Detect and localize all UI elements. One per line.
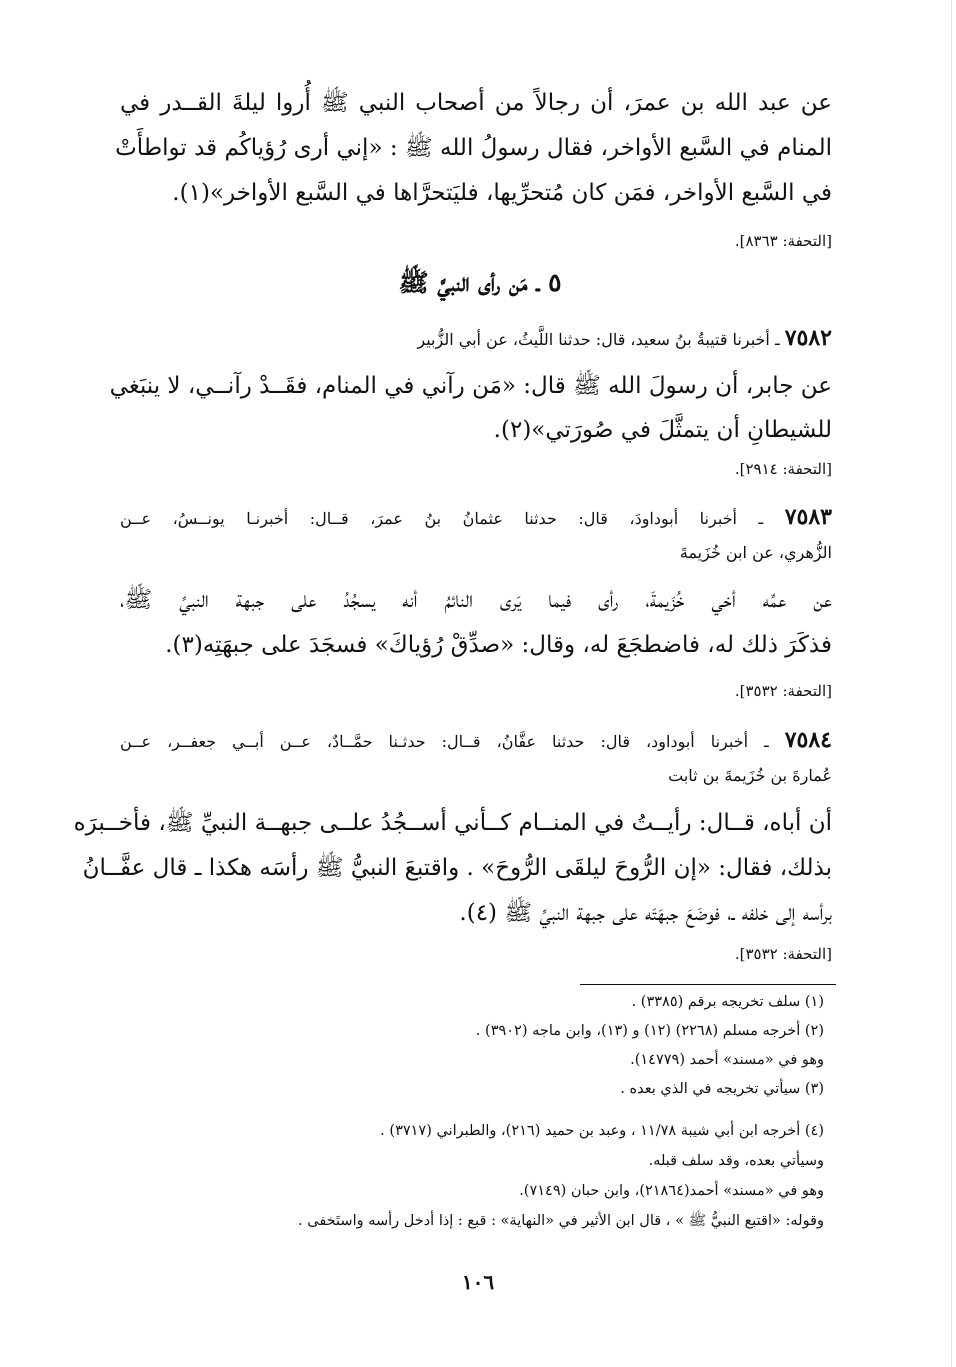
hadith-isnad-line: الزُّهري، عن ابن خُزَيمةَ <box>679 543 832 562</box>
hadith-number: ٧٥٨٣ <box>784 504 832 530</box>
page-edge-line <box>951 0 952 1367</box>
isnad-text: ـ أخبرنا أبوداودَ، قال: حدثنا عثمانُ بنُ عمرَ، قــال: أخبرنـا يونــسُ، عــن <box>120 509 764 528</box>
page-number: ١٠٦ <box>461 1270 495 1294</box>
tuhfa-reference: [التحفة: ٣٥٣٢]. <box>734 682 832 700</box>
text-line: فذكَرَ ذلك له، فاضطجَعَ له، وقال: «صدِّقْ رُؤياكَ» فسجَدَ على جبهَتِه(٣). <box>165 632 832 658</box>
text-line: عن جابر، أن رسولَ الله ﷺ قال: «مَن رآني في المنام، فقَــدْ رآنــي، لا ينبَغي <box>109 373 832 399</box>
hadith-isnad-line <box>120 504 832 532</box>
footnote-line: (٤) أخرجه ابن أبي شيبة ١١/٧٨ ، وعبد بن حميد (٢١٦)، والطبراني (٣٧١٧) . <box>380 1123 824 1139</box>
text-line: أن أباه، قــال: رأيــتُ في المنــام كــأني أســجُدُ علــى جبهــة النبيِّ ﷺ، فأخــبرَه <box>73 810 832 836</box>
footnote-line: وسيأتي بعده، وقد سلف قبله. <box>648 1153 824 1169</box>
footnote-line: (٢) أخرجه مسلم (٢٢٦٨) (١٢) و (١٣)، وابن ماجه (٣٩٠٢) . <box>475 1023 824 1039</box>
hadith-number: ٧٥٨٤ <box>784 727 832 753</box>
isnad-text: ـ أخبرنا أبوداود، قال: حدثنا عفَّانُ، قــال: حدثـنا حمَّــادٌ، عــن أبــي جعفــر، عــن <box>120 732 769 751</box>
isnad-text: ـ أخبرنا قتيبةُ بنُ سعيد، قال: حدثنا اللَّيثُ، عن أبي الزُّبير <box>417 330 780 349</box>
hadith-isnad-line: عُمارةَ بن خُزَيمةَ بن ثابت <box>668 766 832 785</box>
hadith-isnad-line <box>120 325 832 353</box>
tuhfa-reference: [التحفة: ٨٣٦٣]. <box>734 232 832 250</box>
chapter-heading: ٥ ـ مَن رأى النبيَّ ﷺ <box>398 268 562 297</box>
hadith-isnad-line <box>120 727 832 755</box>
text-line: برأسه إلى خلفه ـ، فوضَعَ جبهَتَه على جبهة النبيِّ ﷺ (٤). <box>459 900 832 926</box>
footnote-line: (٣) سيأتي تخريجه في الذي بعده . <box>620 1081 824 1097</box>
text-line: عن عبد الله بن عمرَ، أن رجالاً من أصحاب النبي ﷺ أُروا ليلةَ القــدر في <box>120 90 832 116</box>
footnote-line: وهو في «مسند» أحمد(٢١٨٦٤)، وابن حبان (٧١٤٩). <box>519 1183 824 1199</box>
footnote-line: (١) سلف تخريجه برقم (٣٣٨٥) . <box>631 994 824 1010</box>
tuhfa-reference: [التحفة: ٢٩١٤]. <box>734 460 832 478</box>
footnote-separator <box>580 984 836 985</box>
hadith-number: ٧٥٨٢ <box>784 325 832 351</box>
tuhfa-reference: [التحفة: ٣٥٣٢]. <box>734 945 832 963</box>
text-line: للشيطانِ أن يتمثَّلَ في صُورَتي»(٢). <box>493 417 832 443</box>
text-line: بذلك، فقال: «إن الرُّوحَ ليلقَى الرُّوحَ» . واقتبعَ النبيُّ ﷺ رأسَه هكذا ـ قال عفَّــانُ <box>82 855 832 881</box>
footnote-line: وهو في «مسند» أحمد (١٤٧٧٩). <box>630 1052 824 1068</box>
text-line: في السَّبع الأواخر، فمَن كان مُتحرِّيها، فليَتحرَّاها في السَّبع الأواخر»(١). <box>172 180 832 206</box>
text-line: عن عمِّه أخي خُزَيمةَ، رأى فيما يَرى النائمُ أنه يسجُدُ على جبهة النبيِّ ﷺ، <box>120 587 832 613</box>
text-line: المنام في السَّبع الأواخر، فقال رسولُ الله ﷺ : «إني أرى رُؤياكُم قد تواطأَتْ <box>115 135 832 161</box>
footnote-line: وقوله: «اقتبع النبيُّ ﷺ » ، قال ابن الأثير في «النهاية» : قبع : إذا أدخل رأسه واستَخفى . <box>298 1213 824 1229</box>
